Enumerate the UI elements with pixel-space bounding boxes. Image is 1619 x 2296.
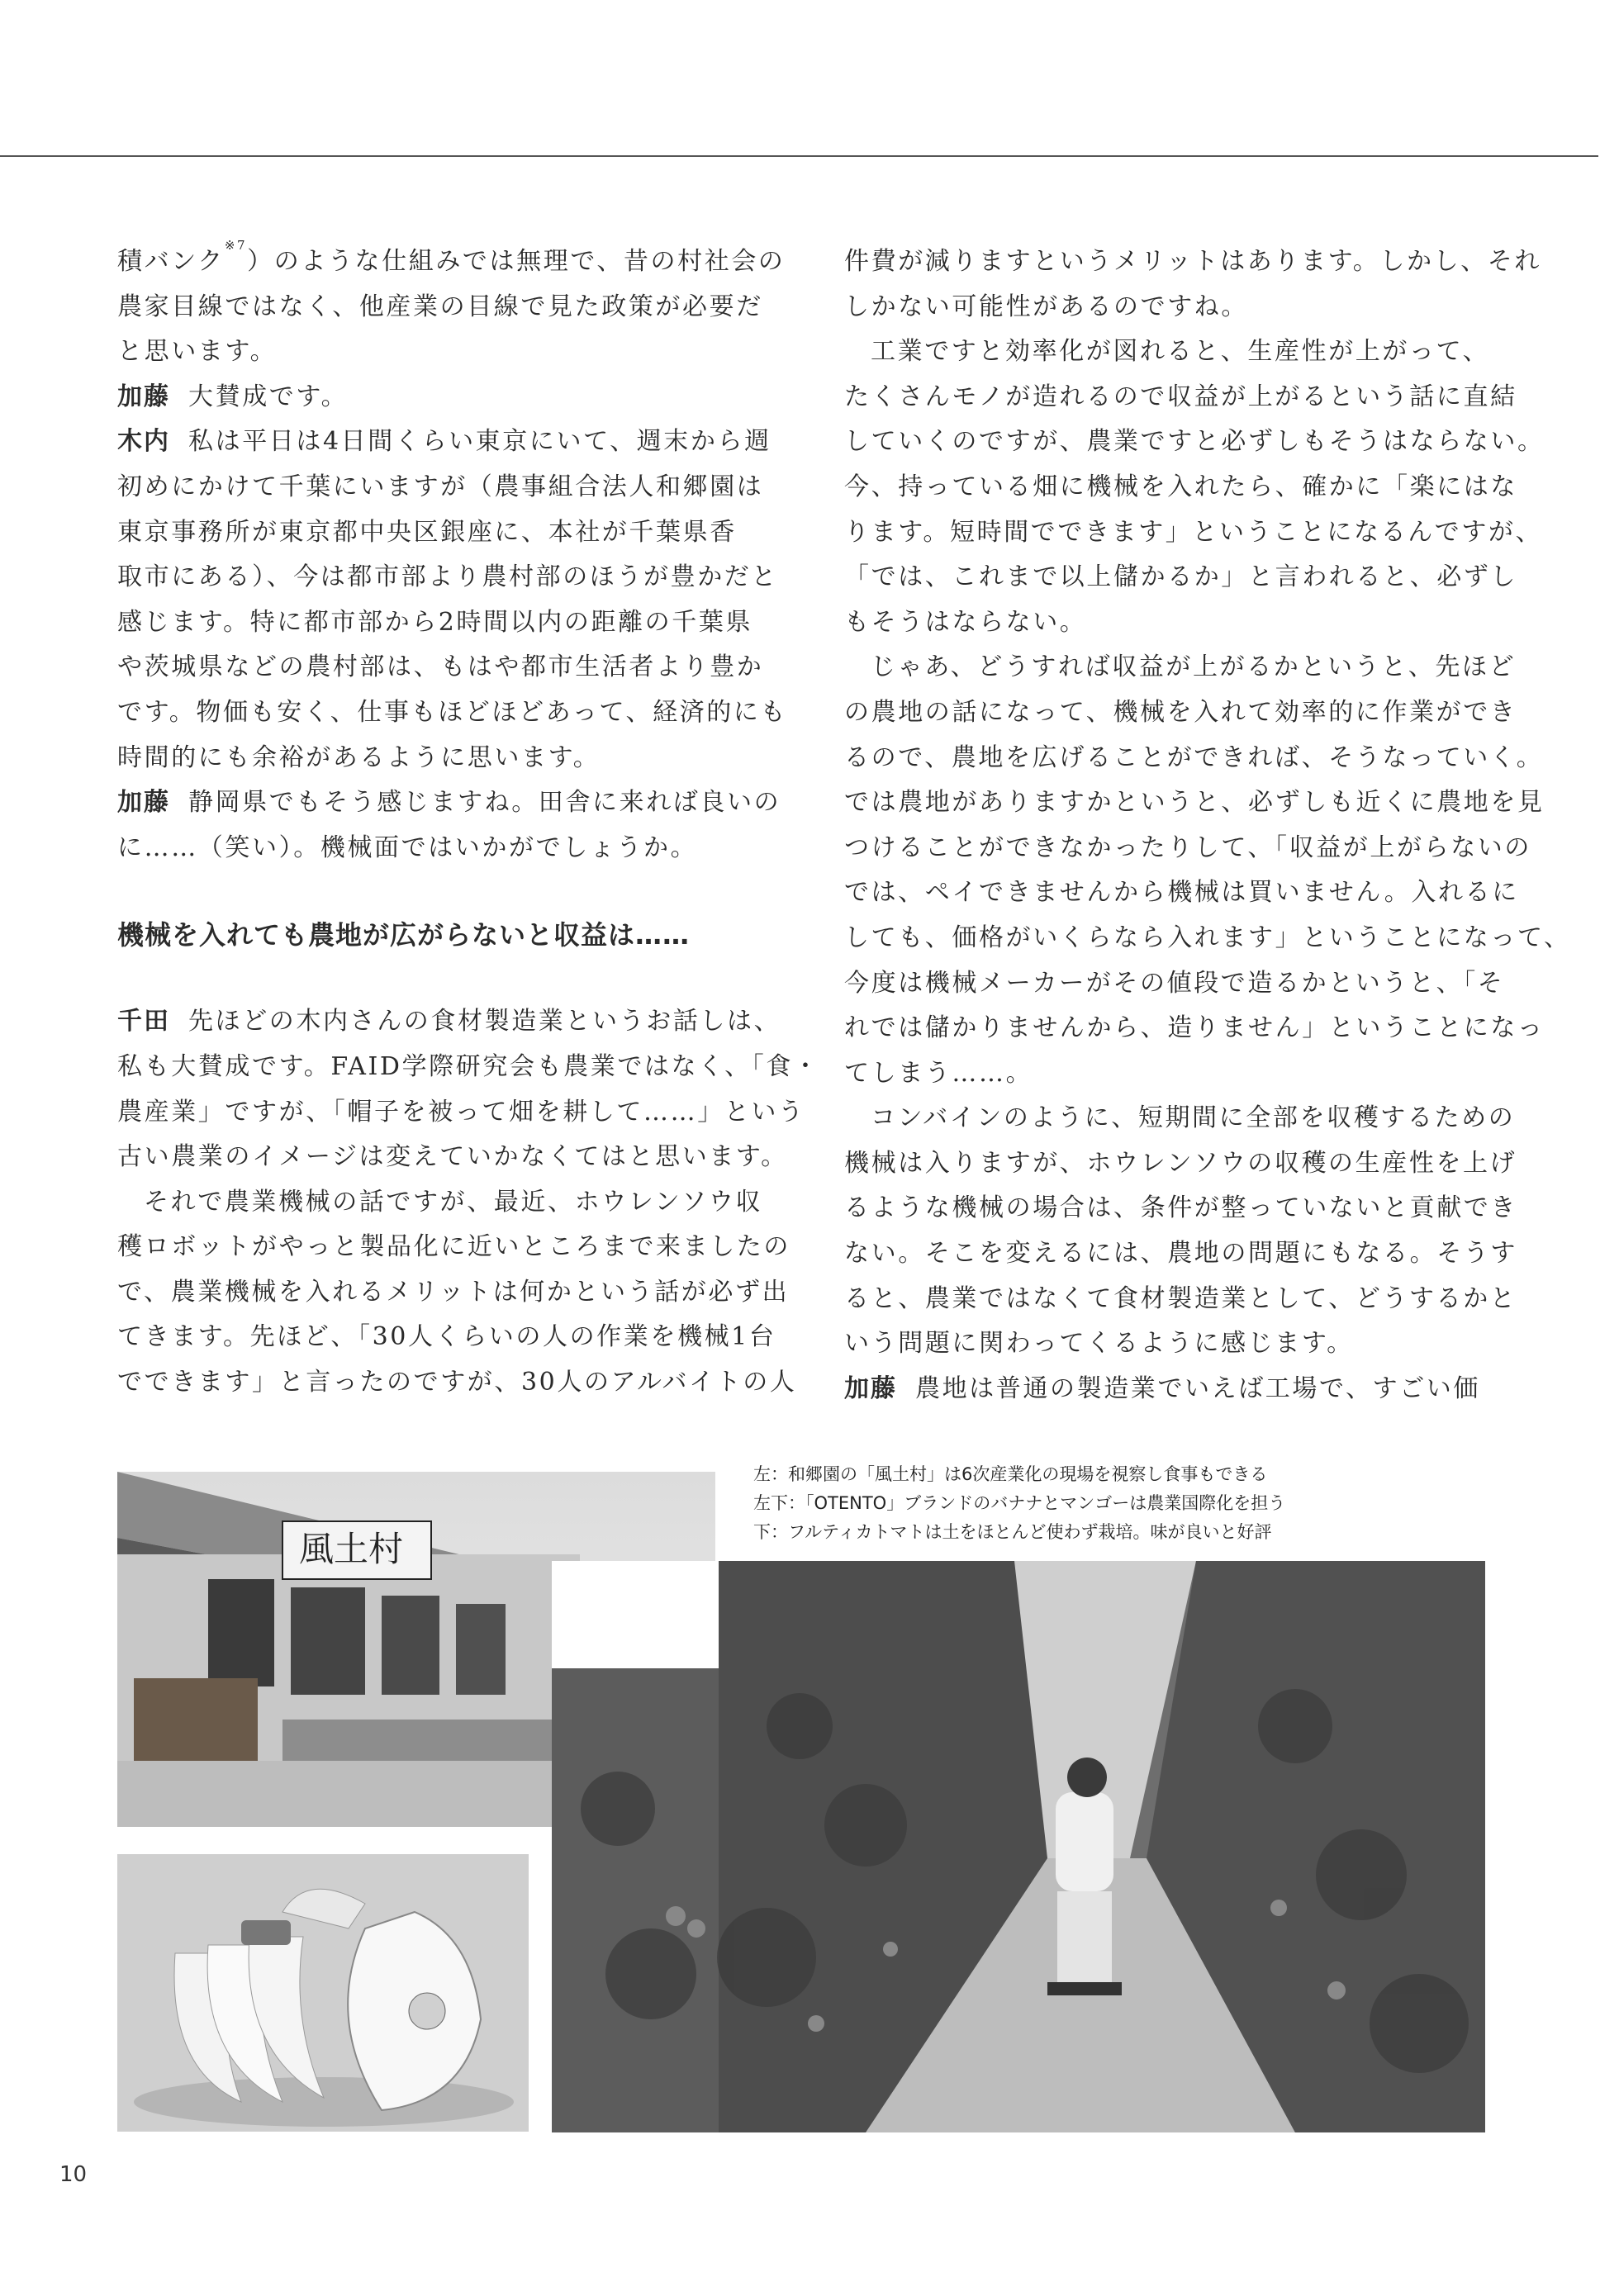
text-line — [117, 645, 762, 690]
line-text: では農地がありますかというと、必ずしも近くに農地を見 — [844, 788, 1545, 818]
text-line — [117, 1225, 791, 1270]
text-line — [844, 285, 1488, 330]
line-text: 先ほどの木内さんの食材製造業というお話しは、 — [188, 1007, 781, 1037]
line-text: 私も大賛成です。FAID学際研究会も農業ではなく、「食・ — [117, 1051, 820, 1081]
line-text: 私は平日は4日間くらい東京にいて、週末から週 — [188, 427, 772, 457]
line-text: 静岡県でもそう感じますね。田舎に来れば良いの — [188, 788, 781, 818]
text-line — [117, 1090, 805, 1136]
line-text: 機械は入りますが、ホウレンソウの収穫の生産性を上げ — [844, 1148, 1517, 1178]
line-text: 時間的にも余裕があるように思います。 — [117, 742, 601, 772]
line-text: 感じます。特に都市部から2時間以内の距離の千葉県 — [117, 607, 753, 637]
line-text: 積バンク — [117, 247, 225, 276]
text-line — [844, 736, 1544, 781]
line-text: していくのですが、農業ですと必ずしもそうはならない。 — [844, 427, 1545, 457]
line-text: ない。そこを変えるには、農地の問題にもなる。そうす — [844, 1239, 1517, 1269]
line-text: 大賛成です。 — [188, 382, 349, 411]
text-line — [844, 690, 1517, 736]
speaker-name: 木内 — [117, 427, 170, 457]
line-text: てしまう……。 — [844, 1058, 1033, 1088]
text-line — [117, 736, 762, 781]
line-text: 東京事務所が東京都中央区銀座に、本社が千葉県香 — [117, 517, 737, 547]
text-line — [117, 1360, 797, 1406]
text-line — [117, 375, 762, 420]
speaker-name: 加藤 — [844, 1373, 897, 1403]
line-text: 今、持っている畑に機械を入れたら、確かに「楽にはな — [844, 472, 1517, 501]
text-line — [844, 961, 1505, 1007]
text-line — [844, 1367, 1488, 1412]
line-text: 農地は普通の製造業でいえば工場で、すごい価 — [915, 1373, 1480, 1403]
greenhouse-photo — [552, 1561, 1485, 2132]
line-text: 工業ですと効率化が図れると、生産性が上がって、 — [871, 337, 1490, 367]
line-text: たくさんモノが造れるので収益が上がるという話に直結 — [844, 382, 1517, 411]
line-text: 今度は機械メーカーがその値段で造るかというと、「そ — [844, 968, 1505, 998]
banana-photo — [117, 1854, 529, 2132]
text-line — [844, 1231, 1517, 1277]
line-text: でできます」と言ったのですが、30人のアルバイトの人 — [117, 1368, 797, 1397]
footnote-ref: ※7 — [224, 238, 248, 253]
left-text-column — [117, 238, 820, 1406]
line-text: てきます。先ほど、「30人くらいの人の作業を機械1台 — [117, 1322, 776, 1352]
line-text: 初めにかけて千葉にいますが（農事組合法人和郷園は — [117, 472, 764, 501]
line-text: しても、価格がいくらなら入れます」ということになって、 — [844, 923, 1571, 952]
line-text: コンバインのように、短期間に全部を収穫するための — [871, 1103, 1516, 1133]
speaker-name: 千田 — [117, 1007, 170, 1037]
text-line — [844, 1096, 1516, 1141]
text-line — [844, 916, 1571, 961]
text-line — [844, 780, 1545, 826]
text-line — [117, 555, 778, 600]
line-text: 穫ロボットがやっと製品化に近いところまで来ましたの — [117, 1232, 791, 1262]
text-line — [117, 238, 786, 285]
line-text: れでは儲かりませんから、造りません」ということになっ — [844, 1013, 1545, 1043]
text-line — [844, 465, 1517, 510]
text-line — [117, 285, 762, 330]
text-line — [844, 510, 1543, 556]
page-number: 10 — [59, 2162, 88, 2187]
store-sign-text: 風土村 — [299, 1529, 404, 1569]
text-line — [844, 1141, 1517, 1187]
text-line — [844, 870, 1519, 916]
text-line — [117, 690, 788, 736]
text-line — [844, 330, 1488, 375]
line-text: 取市にある）、今は都市部より農村部のほうが豊かだと — [117, 562, 778, 592]
line-text: それで農業機械の話ですが、最近、ホウレンソウ収 — [144, 1187, 763, 1217]
text-line — [117, 1180, 762, 1226]
caption-lower-left: 左下：「OTENTO」ブランドのバナナとマンゴーは農業国際化を担う — [753, 1493, 1286, 1513]
text-line — [844, 826, 1531, 871]
text-line — [844, 1321, 1488, 1367]
line-text: るので、農地を広げることができれば、そうなっていく。 — [844, 742, 1544, 772]
text-line — [844, 375, 1517, 420]
line-text: ります。短時間でできます」ということになるんですが、 — [844, 517, 1543, 547]
text-line — [844, 600, 1488, 646]
section-heading: 機械を入れても農地が広がらないと収益は…… — [117, 919, 691, 951]
right-text-column — [844, 240, 1571, 1411]
line-text: です。物価も安く、仕事もほどほどあって、経済的にも — [117, 697, 788, 727]
line-text: つけることができなかったりして、「収益が上がらないの — [844, 833, 1531, 862]
text-line — [117, 999, 781, 1045]
line-text: 農家目線ではなく、他産業の目線で見た政策が必要だ — [117, 292, 763, 321]
line-text: で、農業機械を入れるメリットは何かという話が必ず出 — [117, 1277, 790, 1307]
text-line — [117, 330, 762, 375]
text-line — [844, 645, 1517, 690]
text-line — [844, 1277, 1517, 1322]
text-line — [117, 465, 762, 510]
text-line — [844, 555, 1517, 600]
line-text: しかない可能性があるのですね。 — [844, 292, 1248, 321]
line-text: もそうはならない。 — [844, 607, 1087, 637]
text-line — [117, 600, 762, 646]
line-text: に……（笑い）。機械面ではいかがでしょうか。 — [117, 833, 698, 862]
line-text: ）のような仕組みでは無理で、昔の村社会の — [247, 247, 786, 276]
text-line — [844, 1006, 1545, 1051]
line-text: いう問題に関わってくるように感じます。 — [844, 1329, 1354, 1359]
caption-bottom: 下：フルティカトマトは土をほとんど使わず栽培。味が良いと好評 — [753, 1522, 1272, 1542]
speaker-name: 加藤 — [117, 788, 170, 818]
text-line — [117, 1270, 790, 1316]
header-rule — [0, 155, 1598, 157]
line-text: では、ペイできませんから機械は買いません。入れるに — [844, 878, 1519, 908]
text-line — [117, 420, 772, 465]
text-line — [117, 826, 762, 871]
text-line — [844, 1186, 1517, 1231]
caption-left: 左：和郷園の「風土村」は6次産業化の現場を視察し食事もできる — [753, 1464, 1268, 1484]
text-line — [844, 1051, 1488, 1097]
text-line — [117, 780, 781, 826]
text-line — [117, 1315, 776, 1360]
text-line — [844, 240, 1541, 285]
line-text: と思います。 — [117, 337, 278, 367]
line-text: 件費が減りますというメリットはあります。しかし、それ — [844, 247, 1541, 276]
photo-captions — [753, 1460, 1285, 1547]
line-text: じゃあ、どうすれば収益が上がるかというと、先ほど — [871, 652, 1517, 682]
speaker-name: 加藤 — [117, 382, 170, 411]
line-text: や茨城県などの農村部は、もはや都市生活者より豊か — [117, 652, 764, 682]
text-line — [117, 1135, 788, 1180]
line-text: るような機械の場合は、条件が整っていないと貢献でき — [844, 1193, 1517, 1223]
text-line — [117, 510, 762, 556]
line-text: の農地の話になって、機械を入れて効率的に作業ができ — [844, 697, 1517, 727]
line-text: ると、農業ではなくて食材製造業として、どうするかと — [844, 1283, 1517, 1313]
text-line — [844, 420, 1545, 465]
line-text: 古い農業のイメージは変えていかなくてはと思います。 — [117, 1142, 788, 1172]
line-text: 農産業」ですが、「帽子を被って畑を耕して……」という — [117, 1097, 805, 1127]
text-line — [117, 1045, 820, 1090]
line-text: 「では、これまで以上儲かるか」と言われると、必ずし — [844, 562, 1517, 592]
